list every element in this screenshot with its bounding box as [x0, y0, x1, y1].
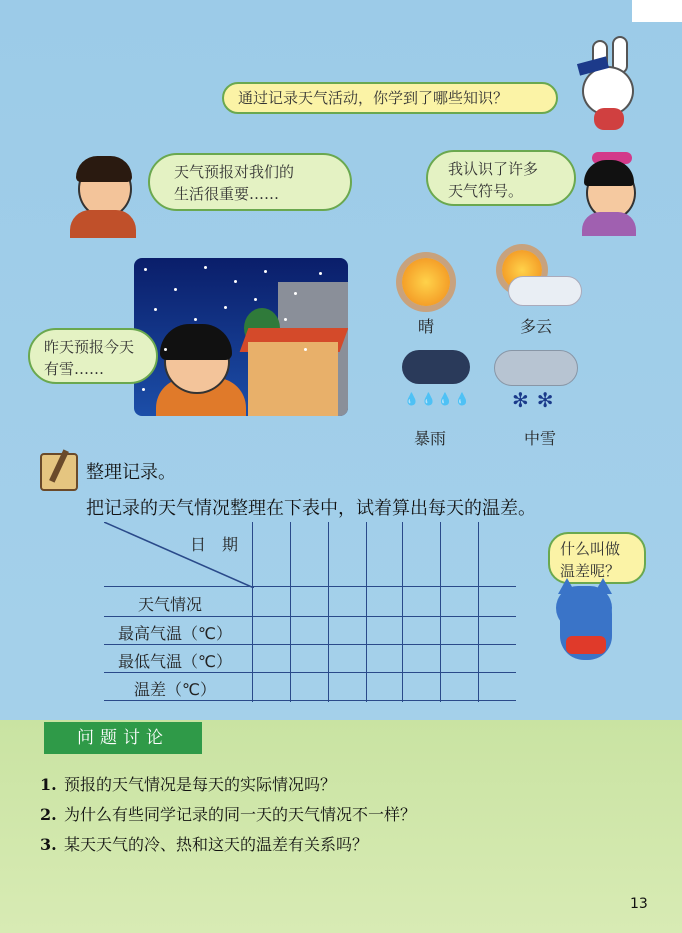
- snowflake-dot: [304, 348, 307, 351]
- snowflake-dot: [164, 348, 167, 351]
- question-number: 1.: [40, 775, 57, 794]
- table-row-line: [104, 700, 516, 701]
- snow-scene-illustration: [134, 258, 348, 416]
- house-icon: [248, 342, 338, 416]
- boy-speech-line: 生活很重要……: [174, 185, 280, 203]
- table-column-line: [328, 522, 329, 702]
- question-text: 为什么有些同学记录的同一天的天气情况不一样？: [64, 805, 417, 824]
- table-row-line: [104, 672, 516, 673]
- section-heading: 整理记录。: [86, 462, 176, 483]
- question-item: [40, 802, 416, 825]
- weather-label-sunny: 晴: [418, 317, 435, 336]
- rabbit-speech-text: 通过记录天气活动，你学到了哪些知识？: [238, 89, 509, 107]
- row-label-min-temp: 最低气温（℃）: [118, 652, 232, 671]
- table-row-line: [104, 586, 516, 587]
- weather-label-cloudy: 多云: [520, 317, 553, 336]
- boy-hair: [76, 156, 132, 182]
- table-column-line: [402, 522, 403, 702]
- snowflake-dot: [204, 266, 207, 269]
- question-number: 2.: [40, 805, 57, 824]
- section-instruction: 把记录的天气情况整理在下表中，试着算出每天的温差。: [86, 498, 536, 519]
- question-text: 某天天气的冷、热和这天的温差有关系吗？: [64, 835, 369, 854]
- girl-speech-line: 天气符号。: [448, 182, 524, 200]
- snowflake-dot: [264, 270, 267, 273]
- snowflake-dot: [154, 308, 157, 311]
- raindrops-icon: 💧💧💧💧: [404, 392, 472, 406]
- sun-icon: [402, 258, 450, 306]
- row-label-max-temp: 最高气温（℃）: [118, 624, 232, 643]
- snowflake-dot: [194, 318, 197, 321]
- scene-speech-line: 有雪……: [44, 360, 105, 378]
- table-column-line: [366, 522, 367, 702]
- table-row-line: [104, 644, 516, 645]
- snowflake-dot: [254, 298, 257, 301]
- rabbit-body: [594, 108, 624, 130]
- table-column-line: [440, 522, 441, 702]
- snowflake-dot: [144, 268, 147, 271]
- row-label-temp-diff: 温差（℃）: [134, 680, 216, 699]
- table-column-line: [252, 522, 253, 702]
- snowflake-dot: [142, 388, 145, 391]
- question-number: 3.: [40, 835, 57, 854]
- weather-label-rainstorm: 暴雨: [414, 429, 447, 448]
- scene-speech-line: 昨天预报今天: [44, 338, 135, 356]
- table-column-line: [478, 522, 479, 702]
- cat-speech-line: 温差呢？: [560, 562, 621, 580]
- record-notebook-icon: [40, 453, 78, 491]
- table-row-line: [104, 616, 516, 617]
- snowflake-icon: ✻✻: [512, 388, 562, 412]
- heavy-rain-icon: [402, 350, 470, 384]
- table-column-line: [290, 522, 291, 702]
- rabbit-speech-bubble: [222, 82, 558, 114]
- snowflake-dot: [234, 280, 237, 283]
- date-header: 日 期: [190, 535, 239, 554]
- girl-speech-bubble: [426, 150, 576, 206]
- cat-speech-line: 什么叫做: [560, 540, 621, 558]
- girl-speech-line: 我认识了许多: [448, 160, 539, 178]
- corner-margin: [632, 0, 682, 22]
- girl-body: [582, 212, 636, 236]
- row-label-weather: 天气情况: [138, 595, 203, 614]
- cat-speech-bubble: [548, 532, 646, 584]
- boy-speech-bubble: [148, 153, 352, 211]
- snowflake-dot: [319, 272, 322, 275]
- page-number: 13: [630, 896, 648, 912]
- snowflake-dot: [294, 292, 297, 295]
- partly-cloudy-icon: [508, 276, 582, 306]
- weather-record-table: [104, 522, 516, 702]
- scene-girl-hair: [160, 324, 232, 360]
- discussion-title: 问题讨论: [44, 722, 202, 754]
- question-item: [40, 832, 368, 855]
- scene-speech-bubble: [28, 328, 158, 384]
- boy-body: [70, 210, 136, 238]
- cat-character-icon: [556, 586, 612, 630]
- snowflake-dot: [284, 318, 287, 321]
- boy-speech-line: 天气预报对我们的: [174, 163, 295, 181]
- moderate-snow-icon: [494, 350, 578, 386]
- question-text: 预报的天气情况是每天的实际情况吗？: [64, 775, 337, 794]
- cat-shirt: [566, 636, 606, 654]
- snowflake-dot: [224, 306, 227, 309]
- question-item: [40, 772, 336, 795]
- weather-label-snow: 中雪: [524, 429, 557, 448]
- snowflake-dot: [174, 288, 177, 291]
